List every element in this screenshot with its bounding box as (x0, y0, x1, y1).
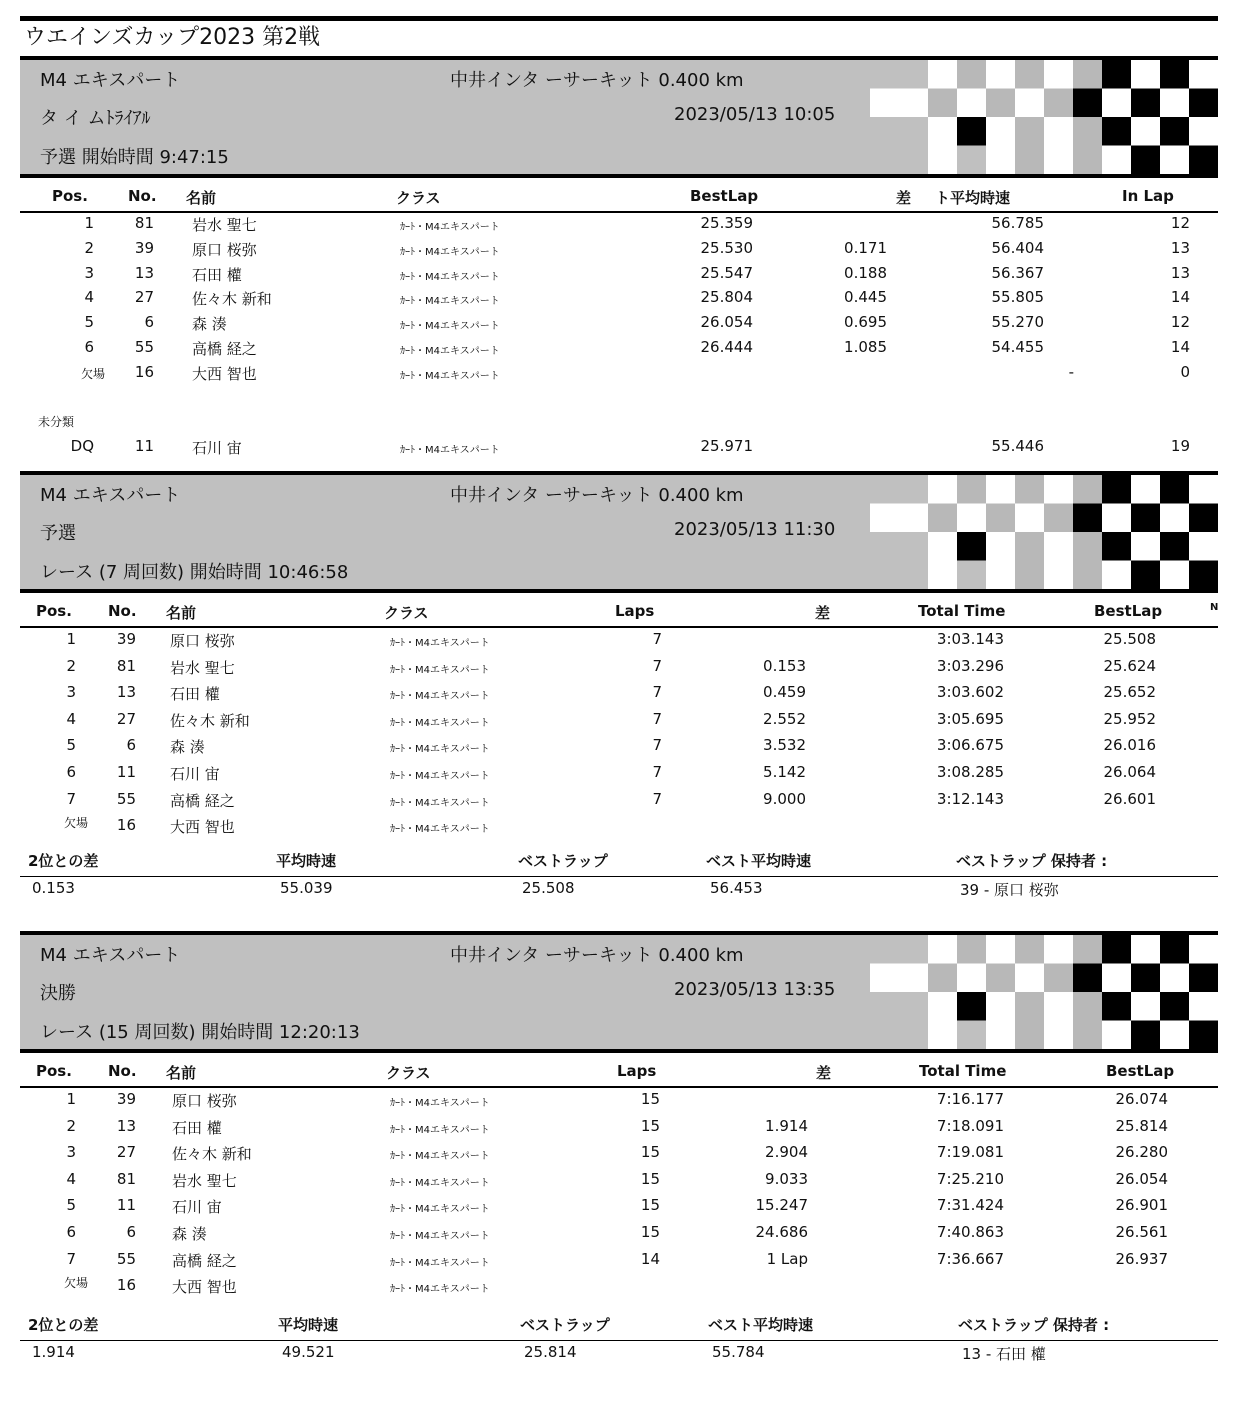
row-class: ｶｰﾄ・M4エキスパート (400, 271, 500, 283)
row-class: ｶｰﾄ・M4エキスパート (390, 717, 490, 729)
header-start: 予選 開始時間 9:47:15 (40, 147, 229, 168)
row-name: 石田 權 (170, 685, 220, 704)
row-class: ｶｰﾄ・M4エキスパート (390, 638, 490, 649)
row-pos: 3 (66, 683, 76, 702)
column-header-0: Pos. (36, 602, 72, 620)
row-gap: 0.188 (844, 263, 887, 282)
row-pos: 欠場 (63, 816, 88, 831)
row-no: 16 (116, 1276, 136, 1295)
row-pos: 欠場 (63, 1276, 88, 1291)
row-pos: DQ (70, 437, 94, 455)
row-bestlap: 25.624 (1103, 656, 1156, 675)
row-class: ｶｰﾄ・M4エキスパート (390, 1177, 490, 1189)
row-bestlap: 26.064 (1103, 763, 1156, 781)
row-no: 39 (116, 1090, 136, 1108)
row-bestlap: 26.937 (1115, 1249, 1168, 1268)
row-bestlap: 26.601 (1103, 789, 1156, 808)
row-pos: 4 (66, 1169, 76, 1188)
row-avg-speed: 56.367 (991, 263, 1044, 282)
row-bestlap: 26.054 (1115, 1169, 1168, 1188)
column-header-3: クラス (396, 189, 441, 207)
header-datetime: 2023/05/13 11:30 (674, 519, 836, 540)
row-name: 高橋 経之 (172, 1251, 237, 1270)
row-avg-speed: 54.455 (991, 338, 1044, 356)
row-total-time: 7:31.424 (936, 1196, 1004, 1215)
row-class: ｶｰﾄ・M4エキスパート (390, 1124, 490, 1136)
row-bestlap: 26.561 (1115, 1223, 1168, 1241)
row-bestlap: 25.814 (1115, 1116, 1168, 1135)
row-bestlap: 26.016 (1103, 736, 1156, 755)
row-bestlap: 25.547 (700, 263, 753, 282)
row-total-time: 3:03.602 (936, 683, 1004, 702)
row-total-time: 7:40.863 (936, 1223, 1004, 1241)
row-pos: 3 (66, 1143, 76, 1162)
row-laps: 7 (652, 683, 662, 702)
section-3-summary-rule (20, 1340, 1218, 1341)
column-header-7: In Lap (1122, 187, 1174, 205)
row-laps: 7 (652, 709, 662, 728)
unclassified-label: 未分類 (38, 415, 75, 429)
row-gap: 1.085 (844, 338, 887, 356)
row-gap: 0.153 (763, 656, 806, 675)
row-no: 39 (134, 238, 154, 257)
row-class: ｶｰﾄ・M4エキスパート (390, 1284, 490, 1296)
column-header-1: No. (108, 1062, 137, 1080)
row-gap: 3.532 (763, 736, 806, 755)
row-bestlap: 25.971 (700, 437, 753, 455)
row-name: 大西 智也 (170, 818, 235, 837)
row-total-time: 3:05.695 (936, 709, 1004, 728)
column-header-5: 差 (896, 189, 912, 207)
row-name: 大西 智也 (192, 364, 257, 383)
row-total-time: 3:06.675 (936, 736, 1004, 755)
column-header-7: BestLap (1106, 1062, 1175, 1080)
column-header-0: Pos. (36, 1062, 72, 1080)
row-total-time: 7:19.081 (936, 1143, 1004, 1162)
row-name: 佐々木 新和 (170, 711, 250, 730)
summary-value-4: 39 - 原口 桜弥 (960, 881, 1059, 899)
row-class: ｶｰﾄ・M4エキスパート (390, 1151, 490, 1163)
row-gap: 9.033 (765, 1169, 808, 1188)
row-class: ｶｰﾄ・M4エキスパート (400, 246, 500, 258)
header-class: M4 エキスパート (40, 945, 181, 966)
row-name: 原口 桜弥 (192, 240, 257, 259)
section-2-header (20, 471, 1218, 593)
column-header-6: Total Time (919, 1062, 1007, 1080)
row-pos: 6 (66, 1223, 76, 1241)
row-pos: 欠場 (80, 366, 105, 381)
row-no: 27 (134, 288, 154, 307)
row-bestlap: 26.280 (1115, 1143, 1168, 1162)
column-header-5: 差 (816, 1064, 832, 1082)
header-track: 中井インタ ーサーキット 0.400 km (450, 485, 744, 506)
row-laps: 15 (640, 1196, 660, 1215)
row-class: ｶｰﾄ・M4エキスパート (390, 1098, 490, 1109)
row-name: 高橋 経之 (170, 791, 235, 810)
column-header-2: 名前 (166, 1064, 197, 1082)
row-bestlap: 26.901 (1115, 1196, 1168, 1215)
row-pos: 5 (66, 1196, 76, 1215)
row-class: ｶｰﾄ・M4エキスパート (390, 1204, 490, 1216)
row-pos: 3 (84, 263, 94, 282)
row-no: 11 (116, 1196, 136, 1215)
row-pos: 4 (66, 709, 76, 728)
row-name: 原口 桜弥 (170, 632, 235, 650)
header-class: M4 エキスパート (40, 70, 181, 91)
row-no: 81 (116, 656, 136, 675)
summary-label-0: 2位との差 (28, 1316, 99, 1334)
column-header-1: No. (108, 602, 137, 620)
row-name: 佐々木 新和 (172, 1145, 252, 1164)
row-no: 13 (134, 263, 154, 282)
row-no: 13 (116, 1116, 136, 1135)
row-class: ｶｰﾄ・M4エキスパート (400, 445, 500, 456)
summary-label-1: 平均時速 (278, 1316, 339, 1334)
row-avg-speed: 56.785 (991, 214, 1044, 232)
row-gap: 2.552 (763, 709, 806, 728)
header-datetime: 2023/05/13 13:35 (674, 979, 836, 1000)
row-bestlap: 25.652 (1103, 683, 1156, 702)
row-pos: 1 (66, 630, 76, 648)
row-total-time: 7:18.091 (936, 1116, 1004, 1135)
summary-value-2: 25.508 (522, 879, 575, 897)
row-class: ｶｰﾄ・M4エキスパート (390, 664, 490, 676)
summary-label-0: 2位との差 (28, 852, 99, 870)
row-inlap: 14 (1170, 288, 1190, 307)
header-datetime: 2023/05/13 10:05 (674, 104, 836, 125)
summary-label-2: ベストラップ (520, 1316, 610, 1334)
checkered-flag-icon (838, 60, 1218, 174)
header-start: レース (7 周回数) 開始時間 10:46:58 (40, 562, 349, 583)
row-avg-speed: - (1068, 362, 1074, 381)
row-class: ｶｰﾄ・M4エキスパート (390, 1231, 490, 1242)
column-header-0: Pos. (52, 187, 88, 205)
row-pos: 2 (66, 656, 76, 675)
row-no: 27 (116, 1143, 136, 1162)
column-header-3: クラス (384, 604, 429, 622)
section-2-column-rule (20, 626, 1218, 628)
header-track: 中井インタ ーサーキット 0.400 km (450, 945, 744, 966)
row-class: ｶｰﾄ・M4エキスパート (400, 346, 500, 357)
section-3-header (20, 931, 1218, 1053)
row-name: 石田 權 (172, 1118, 222, 1137)
row-bestlap: 25.804 (700, 288, 753, 307)
row-name: 大西 智也 (172, 1278, 237, 1297)
column-header-7: BestLap (1094, 602, 1163, 620)
row-no: 6 (144, 313, 154, 332)
row-laps: 7 (652, 630, 662, 648)
column-header-2: 名前 (166, 604, 197, 622)
row-pos: 5 (84, 313, 94, 332)
section-2-summary-rule (20, 876, 1218, 877)
row-pos: 7 (66, 1249, 76, 1268)
row-name: 岩水 聖七 (172, 1171, 237, 1190)
row-avg-speed: 55.446 (991, 437, 1044, 455)
column-header-5: 差 (815, 604, 831, 622)
row-bestlap: 26.054 (700, 313, 753, 332)
row-bestlap: 25.530 (700, 238, 753, 257)
header-start: レース (15 周回数) 開始時間 12:20:13 (40, 1022, 360, 1043)
row-pos: 6 (84, 338, 94, 356)
row-name: 佐々木 新和 (192, 290, 272, 309)
row-no: 27 (116, 709, 136, 728)
row-gap: 0.445 (844, 288, 887, 307)
column-header-4: BestLap (690, 187, 759, 205)
row-gap: 1.914 (765, 1116, 808, 1135)
row-bestlap: 26.074 (1115, 1090, 1168, 1108)
row-inlap: 12 (1170, 214, 1190, 232)
column-header-3: クラス (386, 1064, 431, 1082)
header-session: 決勝 (40, 983, 76, 1004)
row-bestlap: 25.952 (1103, 709, 1156, 728)
row-pos: 5 (66, 736, 76, 755)
column-header-1: No. (128, 187, 157, 205)
row-class: ｶｰﾄ・M4エキスパート (400, 321, 500, 333)
row-pos: 1 (84, 214, 94, 232)
summary-label-3: ベスト平均時速 (708, 1316, 814, 1334)
summary-value-0: 0.153 (32, 879, 75, 897)
row-no: 81 (116, 1169, 136, 1188)
row-class: ｶｰﾄ・M4エキスパート (390, 744, 490, 756)
section-1-column-rule (20, 211, 1218, 213)
row-class: ｶｰﾄ・M4エキスパート (390, 1257, 490, 1269)
header-class: M4 エキスパート (40, 485, 181, 506)
section-1-header (20, 56, 1218, 178)
row-no: 81 (134, 214, 154, 232)
row-total-time: 3:12.143 (936, 789, 1004, 808)
row-total-time: 7:16.177 (936, 1090, 1004, 1108)
summary-label-3: ベスト平均時速 (706, 852, 812, 870)
checkered-flag-icon (838, 475, 1218, 589)
row-avg-speed: 55.805 (991, 288, 1044, 307)
row-laps: 15 (640, 1116, 660, 1135)
summary-value-3: 55.784 (712, 1343, 765, 1361)
row-pos: 2 (84, 238, 94, 257)
row-gap: 9.000 (763, 789, 806, 808)
row-total-time: 3:03.296 (936, 656, 1004, 675)
column-header-6: ト平均時速 (935, 189, 1011, 207)
row-laps: 15 (640, 1143, 660, 1162)
summary-label-2: ベストラップ (518, 852, 608, 870)
summary-value-4: 13 - 石田 權 (962, 1345, 1046, 1363)
summary-value-3: 56.453 (710, 879, 763, 897)
row-no: 11 (116, 763, 136, 781)
row-name: 石川 宙 (172, 1198, 222, 1217)
row-pos: 2 (66, 1116, 76, 1135)
summary-label-4: ベストラップ 保持者 : (956, 852, 1108, 870)
row-no: 16 (134, 362, 154, 381)
row-laps: 14 (640, 1249, 660, 1268)
row-laps: 7 (652, 736, 662, 755)
row-gap: 0.171 (844, 238, 887, 257)
row-class: ｶｰﾄ・M4エキスパート (390, 691, 490, 703)
row-no: 6 (126, 1223, 136, 1241)
row-name: 森 湊 (172, 1225, 207, 1243)
summary-value-2: 25.814 (524, 1343, 577, 1361)
row-no: 55 (134, 338, 154, 356)
column-header-6: Total Time (918, 602, 1006, 620)
row-inlap: 14 (1170, 338, 1190, 356)
row-laps: 15 (640, 1090, 660, 1108)
row-inlap: 19 (1170, 437, 1190, 455)
row-total-time: 7:36.667 (936, 1249, 1004, 1268)
header-session: タ イ ムﾄﾗｲｱﾙ (40, 108, 151, 129)
row-avg-speed: 56.404 (991, 238, 1044, 257)
document-title: ウエインズカップ2023 第2戦 (24, 25, 321, 50)
row-gap: 2.904 (765, 1143, 808, 1162)
row-class: ｶｰﾄ・M4エキスパート (390, 771, 490, 782)
checkered-flag-icon (838, 935, 1218, 1049)
section-3-column-rule (20, 1086, 1218, 1088)
row-inlap: 0 (1180, 362, 1190, 381)
row-name: 石川 宙 (170, 765, 220, 783)
row-pos: 7 (66, 789, 76, 808)
header-session: 予選 (40, 523, 76, 544)
row-class: ｶｰﾄ・M4エキスパート (400, 296, 500, 308)
row-inlap: 13 (1170, 238, 1190, 257)
row-gap: 15.247 (755, 1196, 808, 1215)
row-inlap: 12 (1170, 313, 1190, 332)
row-gap: 0.459 (763, 683, 806, 702)
row-gap: 5.142 (763, 763, 806, 781)
row-pos: 6 (66, 763, 76, 781)
row-name: 森 湊 (192, 315, 227, 334)
summary-value-0: 1.914 (32, 1343, 75, 1361)
row-class: ｶｰﾄ・M4エキスパート (400, 222, 500, 233)
row-class: ｶｰﾄ・M4エキスパート (390, 824, 490, 836)
header-track: 中井インタ ーサーキット 0.400 km (450, 70, 744, 91)
row-name: 森 湊 (170, 738, 205, 757)
row-total-time: 3:03.143 (936, 630, 1004, 648)
row-total-time: 7:25.210 (936, 1169, 1004, 1188)
row-laps: 15 (640, 1169, 660, 1188)
row-bestlap: 25.359 (700, 214, 753, 232)
column-header-8: N (1210, 602, 1219, 613)
summary-label-4: ベストラップ 保持者 : (958, 1316, 1110, 1334)
row-name: 岩水 聖七 (170, 658, 235, 677)
row-gap: 1 Lap (766, 1249, 808, 1268)
row-class: ｶｰﾄ・M4エキスパート (400, 370, 500, 382)
row-bestlap: 25.508 (1103, 630, 1156, 648)
column-header-2: 名前 (186, 189, 217, 207)
row-pos: 4 (84, 288, 94, 307)
row-name: 高橋 経之 (192, 340, 257, 358)
row-no: 55 (116, 789, 136, 808)
row-bestlap: 26.444 (700, 338, 753, 356)
row-laps: 7 (652, 656, 662, 675)
row-total-time: 3:08.285 (936, 763, 1004, 781)
row-name: 石田 權 (192, 265, 242, 284)
row-laps: 7 (652, 789, 662, 808)
row-no: 16 (116, 816, 136, 835)
row-no: 55 (116, 1249, 136, 1268)
summary-label-1: 平均時速 (276, 852, 337, 870)
column-header-4: Laps (615, 602, 655, 620)
row-no: 6 (126, 736, 136, 755)
row-no: 13 (116, 683, 136, 702)
row-laps: 7 (652, 763, 662, 781)
column-header-4: Laps (617, 1062, 657, 1080)
row-class: ｶｰﾄ・M4エキスパート (390, 797, 490, 809)
row-no: 39 (116, 630, 136, 648)
summary-value-1: 55.039 (280, 879, 333, 897)
row-laps: 15 (640, 1223, 660, 1241)
row-pos: 1 (66, 1090, 76, 1108)
row-inlap: 13 (1170, 263, 1190, 282)
row-avg-speed: 55.270 (991, 313, 1044, 332)
row-name: 岩水 聖七 (192, 216, 257, 234)
row-name: 原口 桜弥 (172, 1092, 237, 1110)
row-gap: 24.686 (755, 1223, 808, 1241)
row-gap: 0.695 (844, 313, 887, 332)
row-name: 石川 宙 (192, 439, 242, 457)
summary-value-1: 49.521 (282, 1343, 335, 1361)
row-no: 11 (134, 437, 154, 455)
